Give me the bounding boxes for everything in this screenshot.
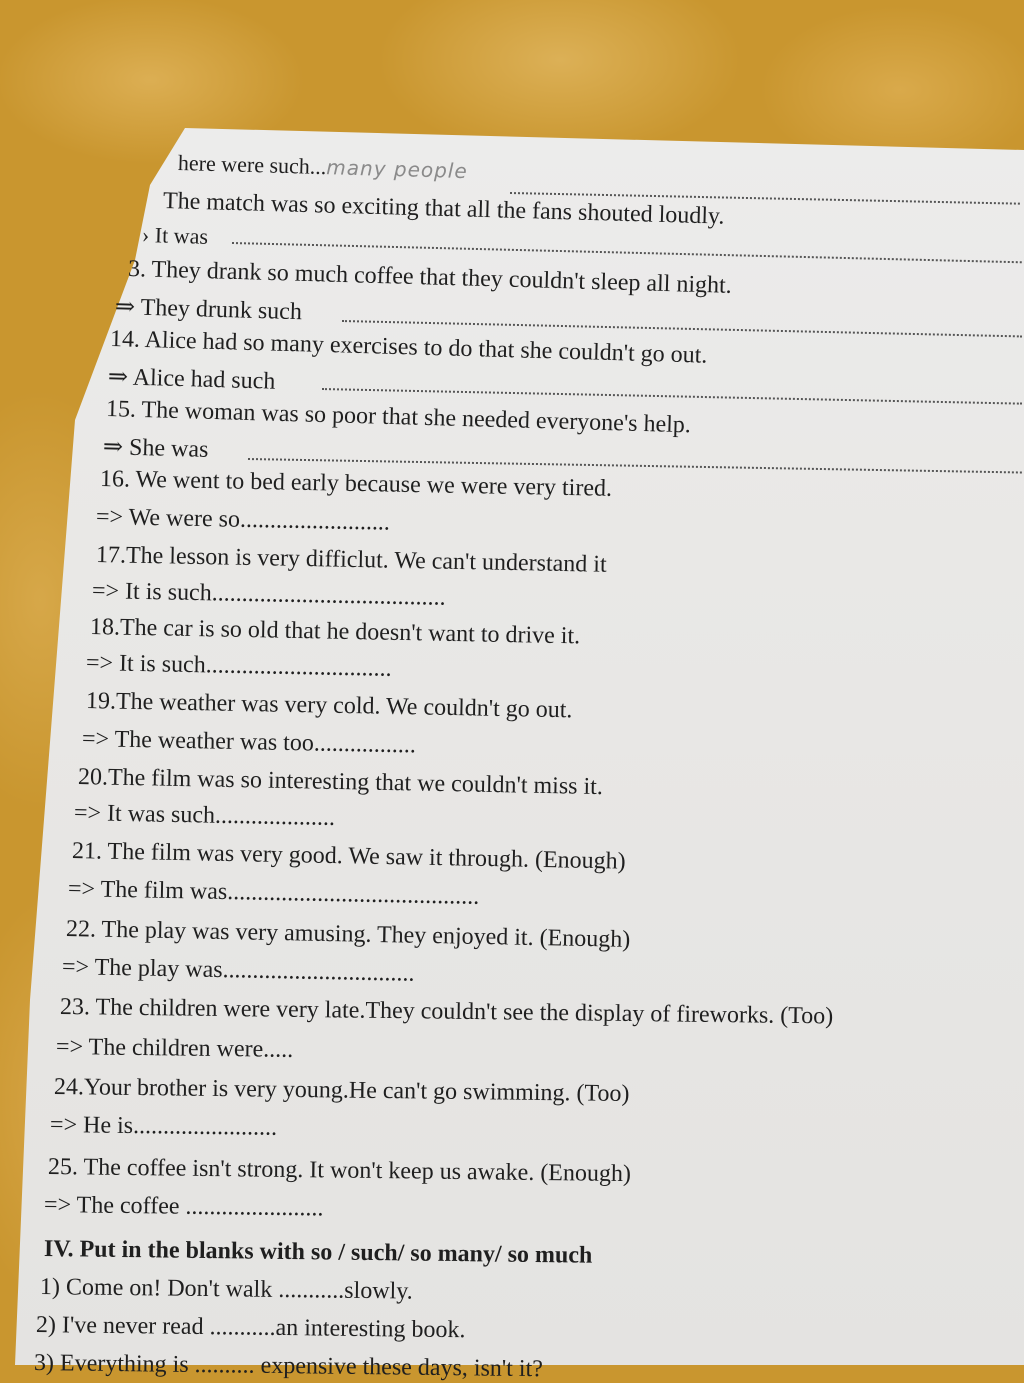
exercise-12-answer-text: It was xyxy=(154,222,209,249)
exercise-21-prompt: 21. The film was very good. We saw it through. (Enough) xyxy=(71,838,626,875)
exercise-11-prefix: here were such... xyxy=(177,150,327,180)
handwritten-answer: many people xyxy=(326,155,469,184)
exercise-20-prompt: 20.The film was so interesting that we couldn't miss it. xyxy=(77,764,604,801)
exercise-19-answer: => The weather was too................. xyxy=(81,726,417,759)
answer-dots xyxy=(232,242,1022,263)
exercise-16-answer: => We were so......................... xyxy=(95,504,391,536)
exercise-24-answer: => He is........................ xyxy=(49,1112,278,1141)
section-iv-item-3: 3) Everything is .......... expensive these days, isn't it? xyxy=(33,1350,544,1383)
exercise-22-prompt: 22. The play was very amusing. They enjoyed it. (Enough) xyxy=(65,916,631,953)
exercise-17-prompt: 17.The lesson is very difficlut. We can't understand it xyxy=(95,542,607,578)
answer-dots xyxy=(322,388,1022,405)
exercise-13-answer: ⇒ They drunk such xyxy=(114,294,303,326)
exercise-24-prompt: 24.Your brother is very young.He can't go swimming. (Too) xyxy=(53,1074,630,1108)
exercise-11-answer-line xyxy=(178,150,468,184)
exercise-19-prompt: 19.The weather was very cold. We couldn't go out. xyxy=(85,688,573,724)
exercise-22-answer: => The play was................................ xyxy=(61,954,415,987)
exercise-23-prompt: 23. The children were very late.They couldn't see the display of fireworks. (Too) xyxy=(59,994,834,1030)
exercise-25-answer: => The coffee ....................... xyxy=(43,1192,324,1222)
exercise-14-prompt: 14. Alice had so many exercises to do that she couldn't go out. xyxy=(109,326,708,369)
section-iv-item-1: 1) Come on! Don't walk ...........slowly. xyxy=(39,1274,413,1305)
arrow-icon: › xyxy=(141,222,150,248)
exercise-12-prompt: The match was so exciting that all the fans shouted loudly. xyxy=(162,188,725,230)
exercise-25-prompt: 25. The coffee isn't strong. It won't keep us awake. (Enough) xyxy=(47,1154,632,1188)
exercise-15-answer: ⇒ She was xyxy=(102,434,209,463)
exercise-21-answer: => The film was.......................................... xyxy=(67,876,480,910)
exercise-20-answer: => It was such.................... xyxy=(73,800,336,832)
section-iv-heading: IV. Put in the blanks with so / such/ so many/ so much xyxy=(43,1236,593,1269)
exercise-14-answer: ⇒ Alice had such xyxy=(107,364,276,395)
exercise-18-answer: => It is such............................... xyxy=(85,650,392,682)
exercise-12-answer xyxy=(142,222,209,250)
exercise-15-prompt: 15. The woman was so poor that she needed everyone's help. xyxy=(105,396,692,439)
exercise-18-prompt: 18.The car is so old that he doesn't want to drive it. xyxy=(89,614,581,650)
section-iv-item-2: 2) I've never read ...........an interesting book. xyxy=(35,1312,466,1344)
exercise-13-prompt: 3. They drank so much coffee that they couldn't sleep all night. xyxy=(127,256,733,299)
exercise-17-answer: => It is such....................................... xyxy=(91,578,446,611)
exercise-16-prompt: 16. We went to bed early because we were very tired. xyxy=(99,466,613,502)
exercise-23-answer: => The children were..... xyxy=(55,1034,294,1063)
